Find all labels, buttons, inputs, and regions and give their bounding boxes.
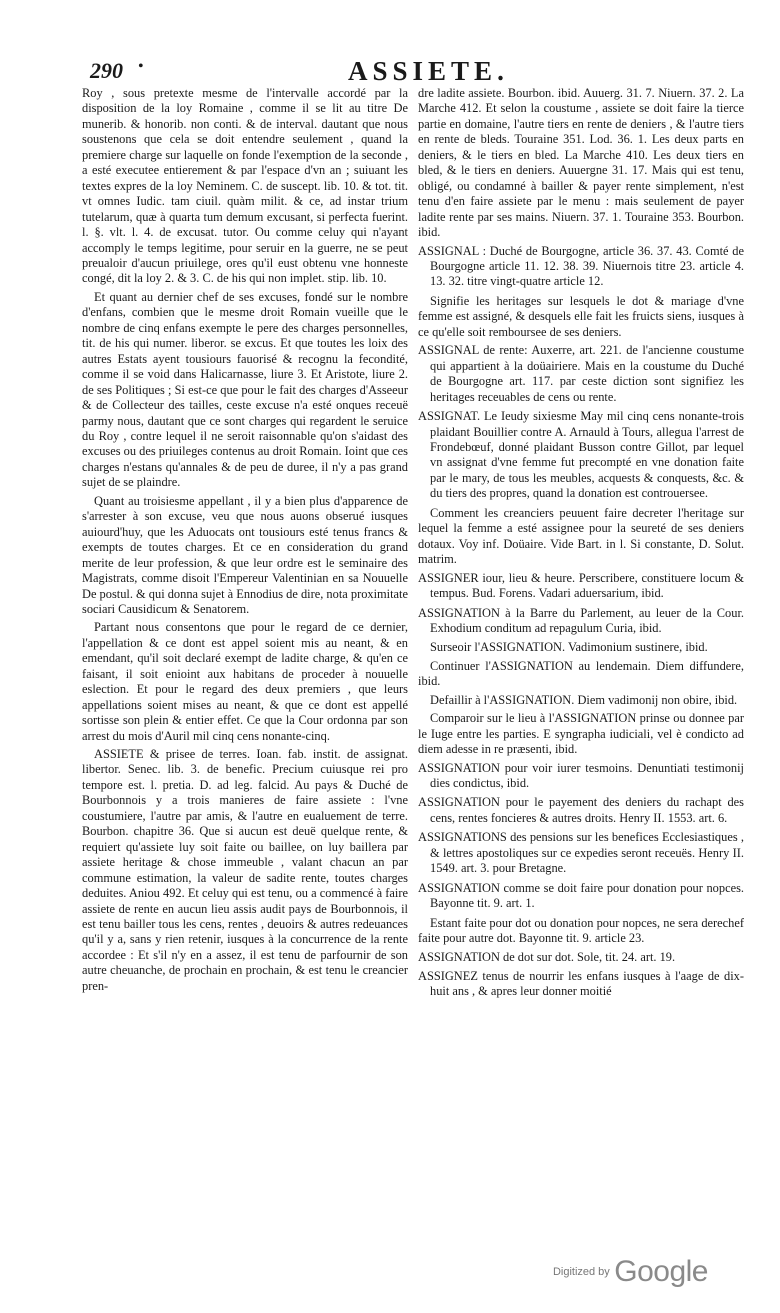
google-logo: Google bbox=[614, 1255, 708, 1288]
dictionary-entry: ASSIGNATION de dot sur dot. Sole, tit. 24. art. 19. bbox=[418, 949, 676, 964]
paragraph: Signifie les heritages sur lesquels le dot & mariage d'vne femme est assigné, & desquels elle fait les fruicts siens, iusques à ce qu'elle soit remboursee de ses deniers. bbox=[418, 293, 744, 339]
header-ornament: • bbox=[138, 58, 144, 75]
dictionary-entry: ASSIGNATIONS des pensions sur les benefices Ecclesiastiques , & lettres apostoliques sur ce expedies seront receuës. Henry II. 1549. art. 3. pour Bretagne. bbox=[418, 830, 744, 876]
paragraph: Comparoir sur le lieu à l'ASSIGNATION prinse ou donnee par le Iuge entre les parties. E syngrapha iudiciali, vel è condicto ad diem adesse in re præsenti, ibid. bbox=[418, 711, 744, 757]
dictionary-entry: ASSIGNAT. Le Ieudy sixiesme May mil cinq cens nonante-trois plaidant Bouillier contre A. Arnauld à Tours, allegua l'arrest de Frondebœuf, donné plaidant Busson contre Gillot, par lequel vn assignat d'vne femme fut precompté en vne donation faite par le mary, de tous les meubles, acquests & conquests, &c. & du tiers des propres, quand la donation est controuersee. bbox=[418, 409, 744, 501]
dictionary-entry: ASSIGNER iour, lieu & heure. Perscribere, constituere locum & tempus. Bud. Forens. Vadari aduersarium, ibid. bbox=[418, 570, 744, 601]
dictionary-entry: ASSIGNATION pour le payement des deniers du rachapt des cens, rentes foncieres & autres droits. Henry II. 1553. art. 6. bbox=[418, 795, 744, 825]
paragraph: Roy , sous pretexte mesme de l'intervalle accordé par la disposition de la loy Romaine , comme il se lit au titre De munerib. & honorib. non conti. & de interval. dautant que nous soustenons que cela se doit entendre seulement , quand la premiere charge sur laquelle on fonde l'exemption de la seconde , a esté executee entierement & par l'espace d'vn an ; suiuant les textes expres de la loy Neminem. C. de suscept. lib. 10. & tot. tit. vt omnes Iudic. tam ciuil. quàm milit. & ce, ad instar trium tutelarum, quæ à quarta tum demum excusant, si perfecta fuerint. l. §. vlt. l. 4. de excusat. tutor. Ou comme celuy qui n'ayant accomply le temps legitime, pour seruir en la guerre, ne se peut preualoir d'aucun priuilege, ores qu'il eust obtenu vne honneste congé, dit la loy 2. & 3. C. de his qui non implet. stip. lib. 10. bbox=[82, 86, 408, 286]
digitized-by-watermark bbox=[553, 1255, 708, 1289]
page-number: 290 bbox=[90, 58, 123, 83]
paragraph: Estant faite pour dot ou donation pour nopces, ne sera derechef faite pour autre dot. Bayonne tit. 9. article 23. bbox=[418, 915, 744, 946]
dictionary-entry: ASSIGNAL de rente: Auxerre, art. 221. de l'ancienne coustume qui appartient à la doüairiere. Mais en la coustume du Duché de Bourgogne art. 117. par ceste diction sont signifiez les heritages receuables de cens ou rente. bbox=[418, 343, 744, 404]
paragraph: ASSIETE & prisee de terres. Ioan. fab. instit. de assignat. libertor. Senec. lib. 3. de benefic. Precium cuiusque rei pro tempore est. l. pretia. D. ad leg. falcid. Au pays & Duché de Bourbonnois y a trois manieres de faire assiete : l'vne coustumiere, l'autre par amis, & l'autre en eualuement de terre. Bourbon. chapitre 36. Que si aucun est deuë quelque rente, & requiert qu'assiete luy soit faite ou baillee, on luy baillera par assiete heritage & chose immeuble , valant chacun an par commune estimation, la valeur de sadite rente, toutes charges deduites. Aniou 492. Et celuy qui est tenu, ou a commencé à faire assiete de rente en aucun lieu assis audit pays de Bourbonnois, il est tenu bailler tous les cens, rentes , deuoirs & autres redeuances qu'il y a, sans y rien retenir, iusques à la concurrence de la rente accordee : Et s'il n'y en a assez, il est tenu de parfournir de son autre cheuanche, de prochain en prochain, & est tenu le creancier pren- bbox=[82, 747, 408, 993]
paragraph: Comment les creanciers peuuent faire decreter l'heritage sur lequel la femme a esté assignee pour la seureté de ses deniers dotaux. Voy inf. Doüaire. Vide Bart. in l. Si constante, D. Solut. matrim. bbox=[418, 505, 744, 567]
dictionary-entry: ASSIGNAL : Duché de Bourgogne, article 36. 37. 43. Comté de Bourgogne article 11. 12. 38. 39. Niuernois titre 23. article 4. 13. 32. titre vingt-quatre article 12. bbox=[418, 243, 744, 289]
running-head: ASSIETE. bbox=[348, 56, 509, 86]
paragraph: Surseoir l'ASSIGNATION. Vadimonium sustinere, ibid. bbox=[430, 640, 708, 655]
paragraph: dre ladite assiete. Bourbon. ibid. Auuerg. 31. 7. Niuern. 37. 2. La Marche 412. Et selon la coustume , assiete se doit faire la tierce partie en domaine, l'autre tiers en rente de deniers , & l'autre tiers en rente de bleds. Touraine 351. Lod. 36. 1. Les deux parts en deniers, & le tiers en bled. La Marche 410. Les deux tiers en bled, & le tiers en deniers. Auuergne 31. 17. Mais qui est tenu, obligé, ou condamné à bailler & payer rente simplement, n'est tenu d'en faire assiete par le menu : mais seulement de payer ladite rente par ses mains. Niuern. 37. 1. Touraine 353. Bourbon. ibid. bbox=[418, 86, 744, 240]
paragraph: Partant nous consentons que pour le regard de ce dernier, l'appellation & ce dont est appel soient mis au neant, & en emendant, qu'il soit declaré exempt de ladite charge, & qu'en ce faisant, il soit enioint aux habitans de proceder à nouuelle eslection. Et pour le regard des deux premiers , que leurs appellations soient mises au neant, & que ce dont est appellé sortisse son plein & entier effet. Ce que la Cour ordonna par son arrest du mois d'Auril mil cinq cens nonante-cinq. bbox=[82, 620, 408, 743]
left-column bbox=[82, 86, 408, 997]
dictionary-entry: ASSIGNATION pour voir iurer tesmoins. Denuntiati testimonij dies condictus, ibid. bbox=[418, 760, 744, 791]
dictionary-entry: ASSIGNATION comme se doit faire pour donation pour nopces. Bayonne tit. 9. art. 1. bbox=[418, 880, 744, 911]
paragraph: Quant au troisiesme appellant , il y a bien plus d'apparence de s'arrester à son excuse, veu que nous auons obserué iusques auiourd'huy, que les Aduocats ont tousiours esté tenus francs & exempts de toutes charges. Et ce en consideration du grand merite de leur profession, & que leur ordre est le seminaire des Magistrats, comme disoit l'Empereur Valentinian en sa Nouuelle De postul. & qui donna sujet à Ennodius de dire, nota proximitate sociari Causidicum & Senatorem. bbox=[82, 493, 408, 616]
paragraph: Defaillir à l'ASSIGNATION. Diem vadimonij non obire, ibid. bbox=[430, 692, 738, 707]
dictionary-entry: ASSIGNATION à la Barre du Parlement, au leuer de la Cour. Exhodium conditum ad repagulum Curia, ibid. bbox=[418, 605, 744, 635]
page-header bbox=[90, 56, 730, 90]
right-column bbox=[418, 86, 744, 1004]
dictionary-entry: ASSIGNEZ tenus de nourrir les enfans iusques à l'aage de dix-huit ans , & apres leur donner moitié bbox=[418, 969, 744, 999]
paragraph: Continuer l'ASSIGNATION au lendemain. Diem diffundere, ibid. bbox=[418, 658, 744, 689]
paragraph: Et quant au dernier chef de ses excuses, fondé sur le nombre d'enfans, combien que le mesme droit Romain vueille que le nombre de cinq enfans exempte le pere des charges personnelles, tit. de his qui numer. liberor. se excus. Et que toutes les loix des autres Estats ayent tousiours fauorisé & recognu la fecondité, comme il se void dans Halicarnasse, liure 3. Et Aristote, liure 2. de ses Politiques ; Si est-ce que pour le fait des charges d'Asseeur & de Collecteur des tailles, ceste excuse n'a esté onques receuë parmy nous, dautant que ce sont charges qui regardent le seruice du Roy , contre lequel il ne seroit raisonnable qu'on s'aidast des excuses ou des priuileges contenus au droit Romain. Ioint que ces charges n'estans qu'annales & de peu de duree, il n'y a pas grand sujet de se plaindre. bbox=[82, 289, 408, 490]
digitized-by-label: Digitized by bbox=[552, 1266, 610, 1278]
